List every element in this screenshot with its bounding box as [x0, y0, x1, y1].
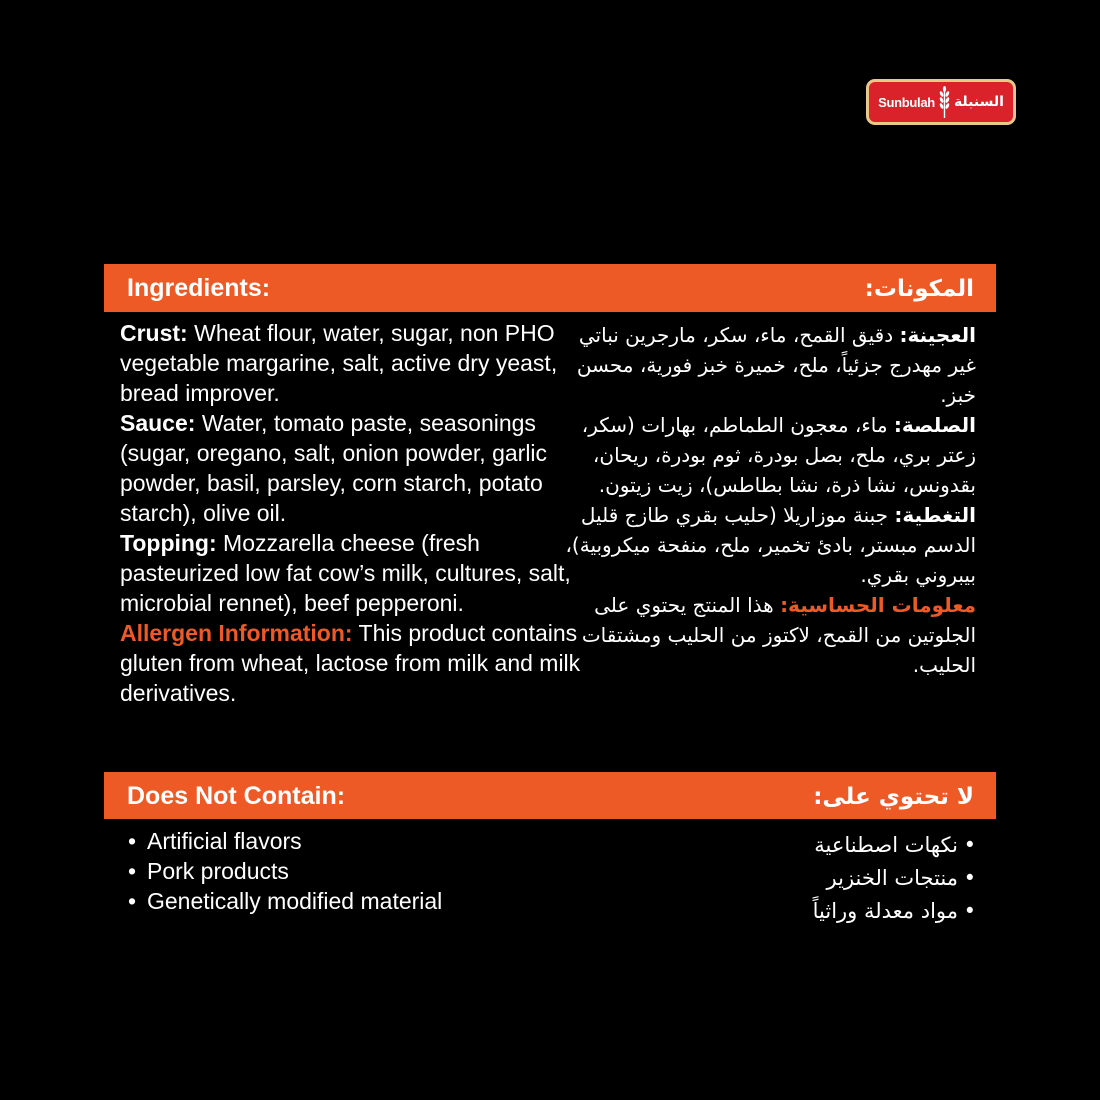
- list-item: • Pork products: [128, 856, 442, 886]
- sauce-label-en: Sauce:: [120, 410, 196, 436]
- allergen-text-ar: هذا المنتج يحتوي على الجلوتين من القمح، لاكتوز من الحليب ومشتقات الحليب.: [581, 593, 976, 677]
- logo-name-ar: السنبلة: [953, 94, 1004, 110]
- sauce-text-ar: ماء، معجون الطماطم، بهارات (سكر، زعتر بري، ملح، بصل بودرة، ثوم بودرة، ريحان، بقدونس، نشا ذرة، نشا بطاطس)، زيت زيتون.: [581, 413, 976, 497]
- ingredients-title-ar: المكونات:: [864, 276, 974, 302]
- list-item: • Artificial flavors: [128, 826, 442, 856]
- does-not-contain-title-en: Does Not Contain:: [127, 782, 346, 810]
- sauce-paragraph-ar: [556, 410, 976, 500]
- topping-paragraph-en: [120, 528, 590, 618]
- allergen-label-en: Allergen Information:: [120, 620, 353, 646]
- ingredients-header-bar: [104, 264, 996, 312]
- ingredients-text-en: [120, 318, 590, 708]
- sauce-label-ar: الصلصة:: [893, 413, 976, 437]
- list-item: • منتجات الخنزير: [813, 862, 976, 895]
- allergen-paragraph-en: [120, 618, 590, 708]
- does-not-contain-header-bar: [104, 772, 996, 819]
- does-not-contain-title-ar: لا تحتوي على:: [813, 784, 974, 810]
- crust-label-ar: العجينة:: [899, 323, 976, 347]
- topping-text-ar: جبنة موزاريلا (حليب بقري طازج قليل الدسم مبستر، بادئ تخمير، ملح، منفحة ميكروبية)، بيبروني بقري.: [565, 503, 976, 587]
- list-item: • Genetically modified material: [128, 886, 442, 916]
- logo-name-en: Sunbulah: [878, 94, 935, 110]
- sauce-paragraph-en: [120, 408, 590, 528]
- allergen-paragraph-ar: [556, 590, 976, 680]
- list-item: • مواد معدلة وراثياً: [813, 895, 976, 928]
- topping-text-en: Mozzarella cheese (fresh pasteurized low fat cow’s milk, cultures, salt, microbial rennet), beef pepperoni.: [120, 530, 571, 616]
- crust-paragraph-ar: [556, 320, 976, 410]
- topping-label-ar: التغطية:: [894, 503, 976, 527]
- crust-text-en: Wheat flour, water, sugar, non PHO vegetable margarine, salt, active dry yeast, bread improver.: [120, 320, 558, 406]
- crust-paragraph-en: [120, 318, 590, 408]
- sauce-text-en: Water, tomato paste, seasonings (sugar, oregano, salt, onion powder, garlic powder, basil, parsley, corn starch, potato starch), olive oil.: [120, 410, 548, 526]
- does-not-contain-list-ar: [813, 829, 976, 928]
- allergen-text-en: This product contains gluten from wheat, lactose from milk and milk derivatives.: [120, 620, 581, 706]
- allergen-label-ar: معلومات الحساسية:: [780, 593, 976, 617]
- crust-text-ar: دقيق القمح، ماء، سكر، مارجرين نباتي غير مهدرج جزئياً، ملح، خميرة خبز فورية، محسن خبز.: [576, 323, 976, 407]
- brand-logo: [866, 79, 1016, 125]
- does-not-contain-list-en: [128, 826, 442, 916]
- topping-paragraph-ar: [556, 500, 976, 590]
- ingredients-text-ar: [556, 320, 976, 680]
- list-item: • نكهات اصطناعية: [813, 829, 976, 862]
- crust-label-en: Crust:: [120, 320, 188, 346]
- ingredients-title-en: Ingredients:: [127, 274, 271, 302]
- wheat-icon: [938, 85, 951, 119]
- topping-label-en: Topping:: [120, 530, 217, 556]
